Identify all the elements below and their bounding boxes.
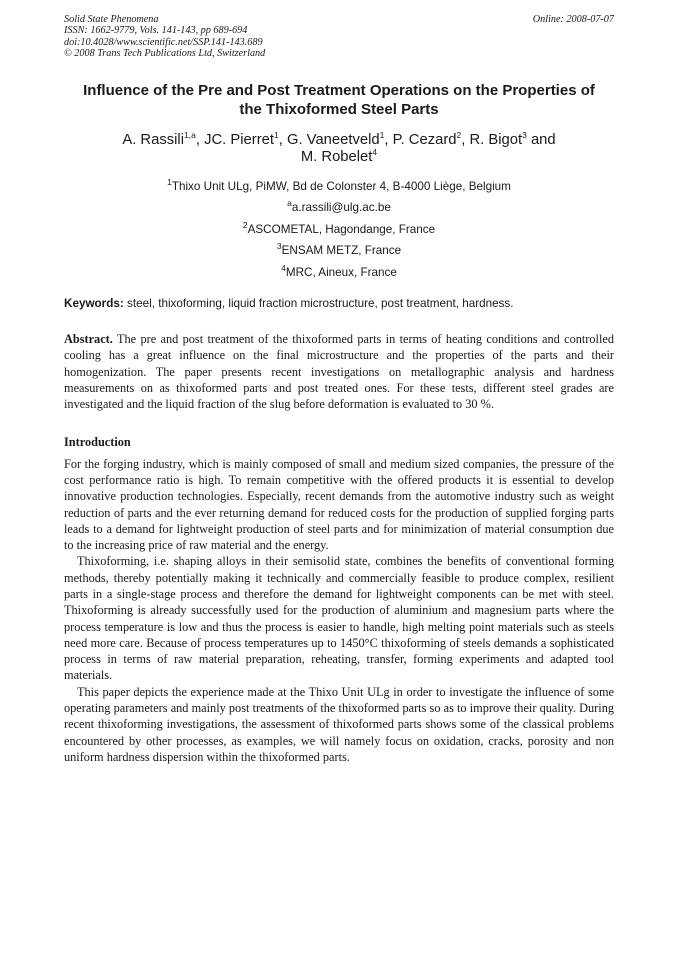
paper-page (64, 14, 614, 765)
abstract-text: The pre and post treatment of the thixoformed parts in terms of heating conditions and controlled cooling has a great influence on the final microstructure and the properties of the parts and their homogenization. The paper presents recent investigations on metallographic analysis and hardness measurements on as thixoformed parts and post treated ones. For these tests, different steel grades are investigated and the liquid fraction of the slug before deformation is evaluated to 30 %. (64, 332, 614, 412)
author-affil-mark: 1 (273, 129, 279, 140)
issn-line: ISSN: 1662-9779, Vols. 141-143, pp 689-694 (64, 25, 248, 37)
keywords-label: Keywords: (64, 297, 124, 311)
copyright-line: © 2008 Trans Tech Publications Ltd, Switzerland (64, 48, 266, 60)
keywords-text: steel, thixoforming, liquid fraction microstructure, post treatment, hardness. (127, 297, 514, 311)
intro-paragraph: For the forging industry, which is mainly composed of small and medium sized companies, the pressure of the cost performance ratio is high. To remain competitive with the offered products it is essential to develop innovative production technologies. Especially, recent demands from the automotive industry such as weight reduction of parts and the ever returning demand for reduced costs for the production of supplied forging parts leads to a demand for lightweight production of steel parts and for minimization of material consumption due to the increasing price of raw material and the energy. (64, 456, 614, 553)
author-list: A. Rassili$^{1,a}$, JC. Pierret$^1$, G. Vaneetveld$^1$, P. Cezard$^2$, R. Bigot$^3$ and M. Robelet$^4$ (122, 129, 556, 165)
author-affil-mark: 3 (522, 129, 527, 140)
keywords (64, 296, 614, 311)
author: M. Robelet (300, 148, 373, 165)
paper-title: Influence of the Pre and Post Treatment Operations on the Properties of the Thixoformed Steel Parts (83, 81, 595, 119)
author-email: $^a$a.rassili@ulg.ac.be (287, 198, 391, 215)
author: JC. Pierret (204, 131, 274, 148)
author-affil-mark: 1,a (184, 129, 196, 140)
abstract-label: Abstract. (64, 332, 113, 347)
author-affil-mark: 4 (372, 146, 378, 157)
header-left (64, 14, 444, 60)
intro-paragraph: This paper depicts the experience made at the Thixo Unit ULg in order to investigate the influence of some operating parameters and mainly post treatments of the thixoformed parts so as to improve their quality. During recent thixoforming investigations, the assessment of thixoformed parts shows some of the classical problems encountered by other processes, as examples, we will namely focus on oxidation, cracks, porosity and non uniform hardness dispersion within the thixoformed parts. (64, 684, 614, 764)
author-affil-mark: 1 (379, 129, 385, 140)
affiliation: $^2$ASCOMETAL, Hagondange, France (242, 219, 436, 236)
online-date: Online: 2008-07-07 (532, 14, 614, 25)
affiliation: $^3$ENSAM METZ, France (276, 241, 402, 258)
affiliation-list (64, 176, 614, 284)
abstract (64, 331, 614, 412)
journal-name: Solid State Phenomena (64, 14, 159, 25)
author: G. Vaneetveld (286, 131, 380, 148)
doi-line: doi:10.4028/www.scientific.net/SSP.141-143.689 (64, 36, 263, 48)
section-heading-introduction: Introduction (64, 434, 131, 449)
author: P. Cezard (392, 131, 457, 148)
affiliation: $^1$Thixo Unit ULg, PiMW, Bd de Colonster 4, B-4000 Liège, Belgium (167, 176, 511, 193)
author: R. Bigot (469, 131, 523, 148)
author: A. Rassili (122, 131, 185, 148)
affiliation: $^4$MRC, Aineux, France (281, 262, 397, 279)
intro-paragraph: Thixoforming, i.e. shaping alloys in their semisolid state, combines the benefits of conventional forming methods, thereby potentially making it technically and commercially feasible to produce complex, resilient parts in a single-stage process and therefore the demand for lightweight components can be met with steel. Thixoforming is already successfully used for the production of aluminium and magnesium parts where the process temperature is low and thus the process is easier to handle, high melting point materials such as steels need more care. Because of process temperatures up to 1450°C thixoforming of steels demands a sophisticated process in terms of raw material preparation, reheating, transfer, forming experiments and adapted tool materials. (64, 554, 614, 683)
journal-header (64, 14, 614, 60)
author-affil-mark: 2 (456, 129, 462, 140)
